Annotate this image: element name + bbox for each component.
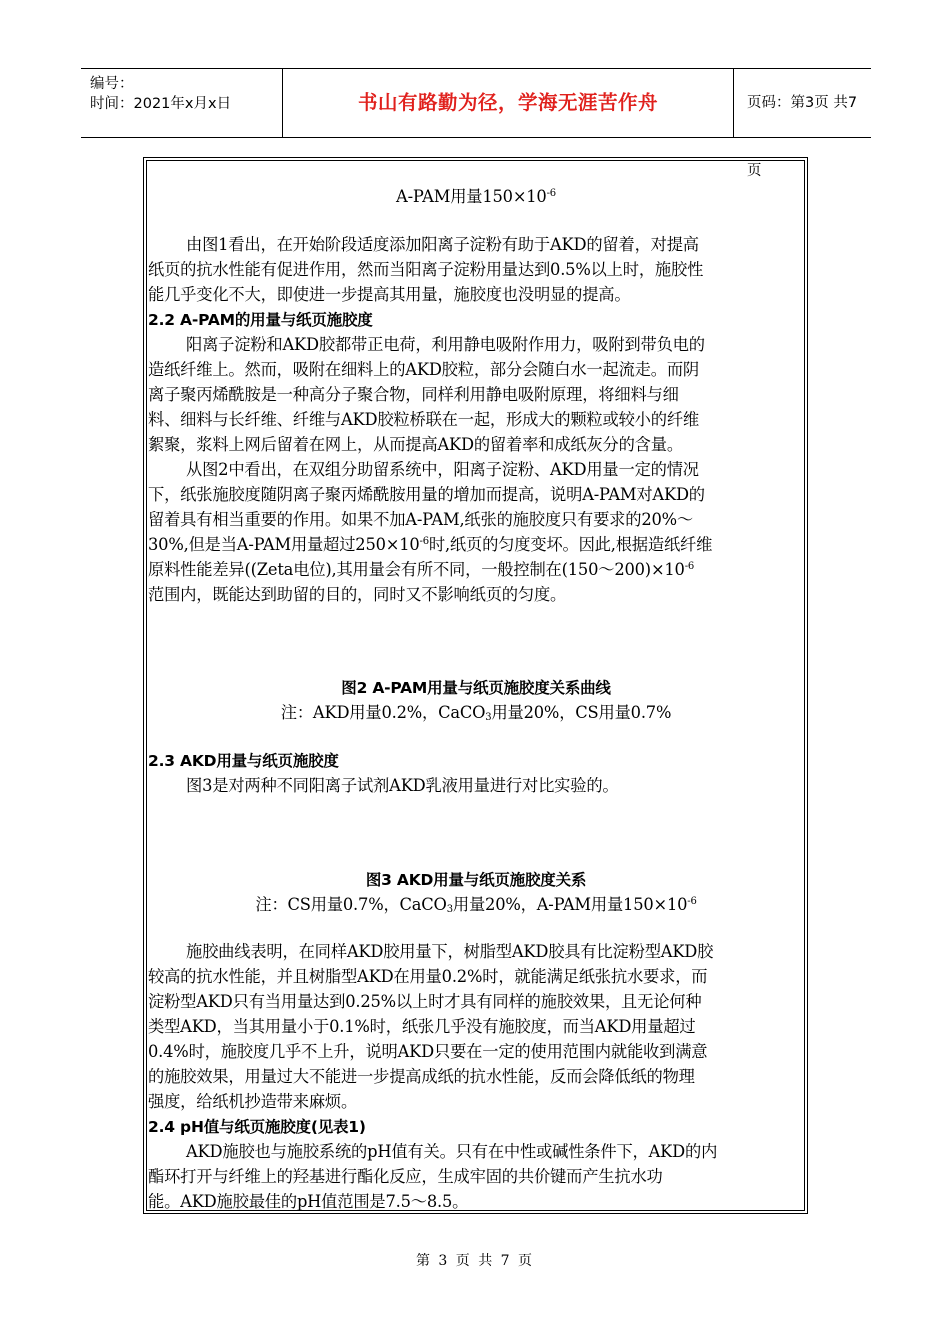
figure3-title: 图3 AKD用量与纸页施胶度关系 <box>365 871 587 889</box>
paragraph-line: 0.4%时，施胶度几乎不上升，说明AKD只要在一定的使用范围内就能收到满意 <box>148 1042 708 1061</box>
paragraph-line: 较高的抗水性能，并且树脂型AKD在用量0.2%时，就能满足纸张抗水要求，而 <box>148 967 708 986</box>
paragraph-line: 料、细料与长纤维、纤维与AKD胶粒桥联在一起，形成大的颗粒或较小的纤维 <box>148 410 699 429</box>
paragraph-line: 30%,但是当A-PAM用量超过$250\times 10^{-6}$时,纸页的匀度变坏。因此,根据造纸纤维 <box>148 535 713 554</box>
number-label: 编号： <box>90 76 134 92</box>
paragraph-line: 淀粉型AKD只有当用量达到0.25%以上时才具有同样的施胶效果，且无论何种 <box>148 992 702 1011</box>
figure3-note: 注：CS用量0.7%，CaCO$_3$用量20%，A-PAM用量$150\times 10^{-6}$ <box>255 895 697 915</box>
paragraph-line: 能。AKD施胶最佳的pH值范围是7.5～8.5。 <box>148 1192 469 1211</box>
paragraph-line: 强度，给纸机抄造带来麻烦。 <box>148 1092 358 1111</box>
paragraph-line: 范围内，既能达到助留的目的，同时又不影响纸页的匀度。 <box>148 585 567 604</box>
paragraph-line: 纸页的抗水性能有促进作用，然而当阳离子淀粉用量达到0.5%以上时，施胶性 <box>148 260 704 279</box>
paragraph-line: 阳离子淀粉和AKD胶都带正电荷，利用静电吸附作用力，吸附到带负电的 <box>186 335 705 354</box>
header-page-label: 页码：第3页 共7页 <box>747 95 858 179</box>
date-label: 时间：2021年x月x日 <box>90 96 232 112</box>
section-heading-2-4: 2.4 pH值与纸页施胶度(见表1) <box>148 1118 366 1136</box>
section-heading-2-3: 2.3 AKD用量与纸页施胶度 <box>148 752 339 770</box>
paragraph-line: 絮聚，浆料上网后留着在网上，从而提高AKD的留着率和成纸灰分的含量。 <box>148 435 683 454</box>
paragraph-line: 原料性能差异((Zeta电位),其用量会有所不同，一般控制在$(150\sim 200)\times 10^{-6}$ <box>148 560 695 579</box>
paragraph-line: 下，纸张施胶度随阴离子聚丙烯酰胺用量的增加而提高，说明A-PAM对AKD的 <box>148 485 705 504</box>
page-header <box>81 68 871 179</box>
figure2-title: 图2 A-PAM用量与纸页施胶度关系曲线 <box>341 679 611 697</box>
paragraph-line: 从图2中看出，在双组分助留系统中，阳离子淀粉、AKD用量一定的情况 <box>186 460 699 479</box>
paragraph-line: 类型AKD，当其用量小于0.1%时，纸张几乎没有施胶度，而当AKD用量超过 <box>148 1017 696 1036</box>
paragraph-line: 施胶曲线表明，在同样AKD胶用量下，树脂型AKD胶具有比淀粉型AKD胶 <box>186 942 714 961</box>
paragraph-line: 由图1看出，在开始阶段适度添加阳离子淀粉有助于AKD的留着，对提高 <box>186 235 699 254</box>
header-motto: 书山有路勤为径，学海无涯苦作舟 <box>282 69 734 137</box>
section-heading-2-2: 2.2 A-PAM的用量与纸页施胶度 <box>148 311 373 329</box>
page-footer: 第 3 页 共 7 页 <box>415 1253 535 1269</box>
paragraph-line: AKD施胶也与施胶系统的pH值有关。只有在中性或碱性条件下，AKD的内 <box>186 1142 718 1161</box>
figure2-note: 注：AKD用量0.2%，CaCO$_3$用量20%，CS用量0.7% <box>280 703 672 723</box>
header-info-cell <box>81 69 281 137</box>
paragraph-line: 造纸纤维上。然而，吸附在细料上的AKD胶粒，部分会随白水一起流走。而阴 <box>148 360 699 379</box>
paragraph-line: 离子聚丙烯酰胺是一种高分子聚合物，同样利用静电吸附原理，将细料与细 <box>148 385 679 404</box>
paragraph-line: 的施胶效果，用量过大不能进一步提高成纸的抗水性能，反而会降低纸的物理 <box>148 1067 695 1086</box>
paragraph-line: 酯环打开与纤维上的羟基进行酯化反应，生成牢固的共价键而产生抗水功 <box>148 1167 663 1186</box>
paragraph-line: 留着具有相当重要的作用。如果不加A-PAM,纸张的施胶度只有要求的20%～ <box>148 510 693 529</box>
paragraph-line: 能几乎变化不大，即使进一步提高其用量，施胶度也没明显的提高。 <box>148 285 631 304</box>
paragraph-line: 图3是对两种不同阳离子试剂AKD乳液用量进行对比实验的。 <box>186 776 619 795</box>
figure1-caption: A-PAM用量$150\times 10^{-6}$ <box>396 187 556 206</box>
